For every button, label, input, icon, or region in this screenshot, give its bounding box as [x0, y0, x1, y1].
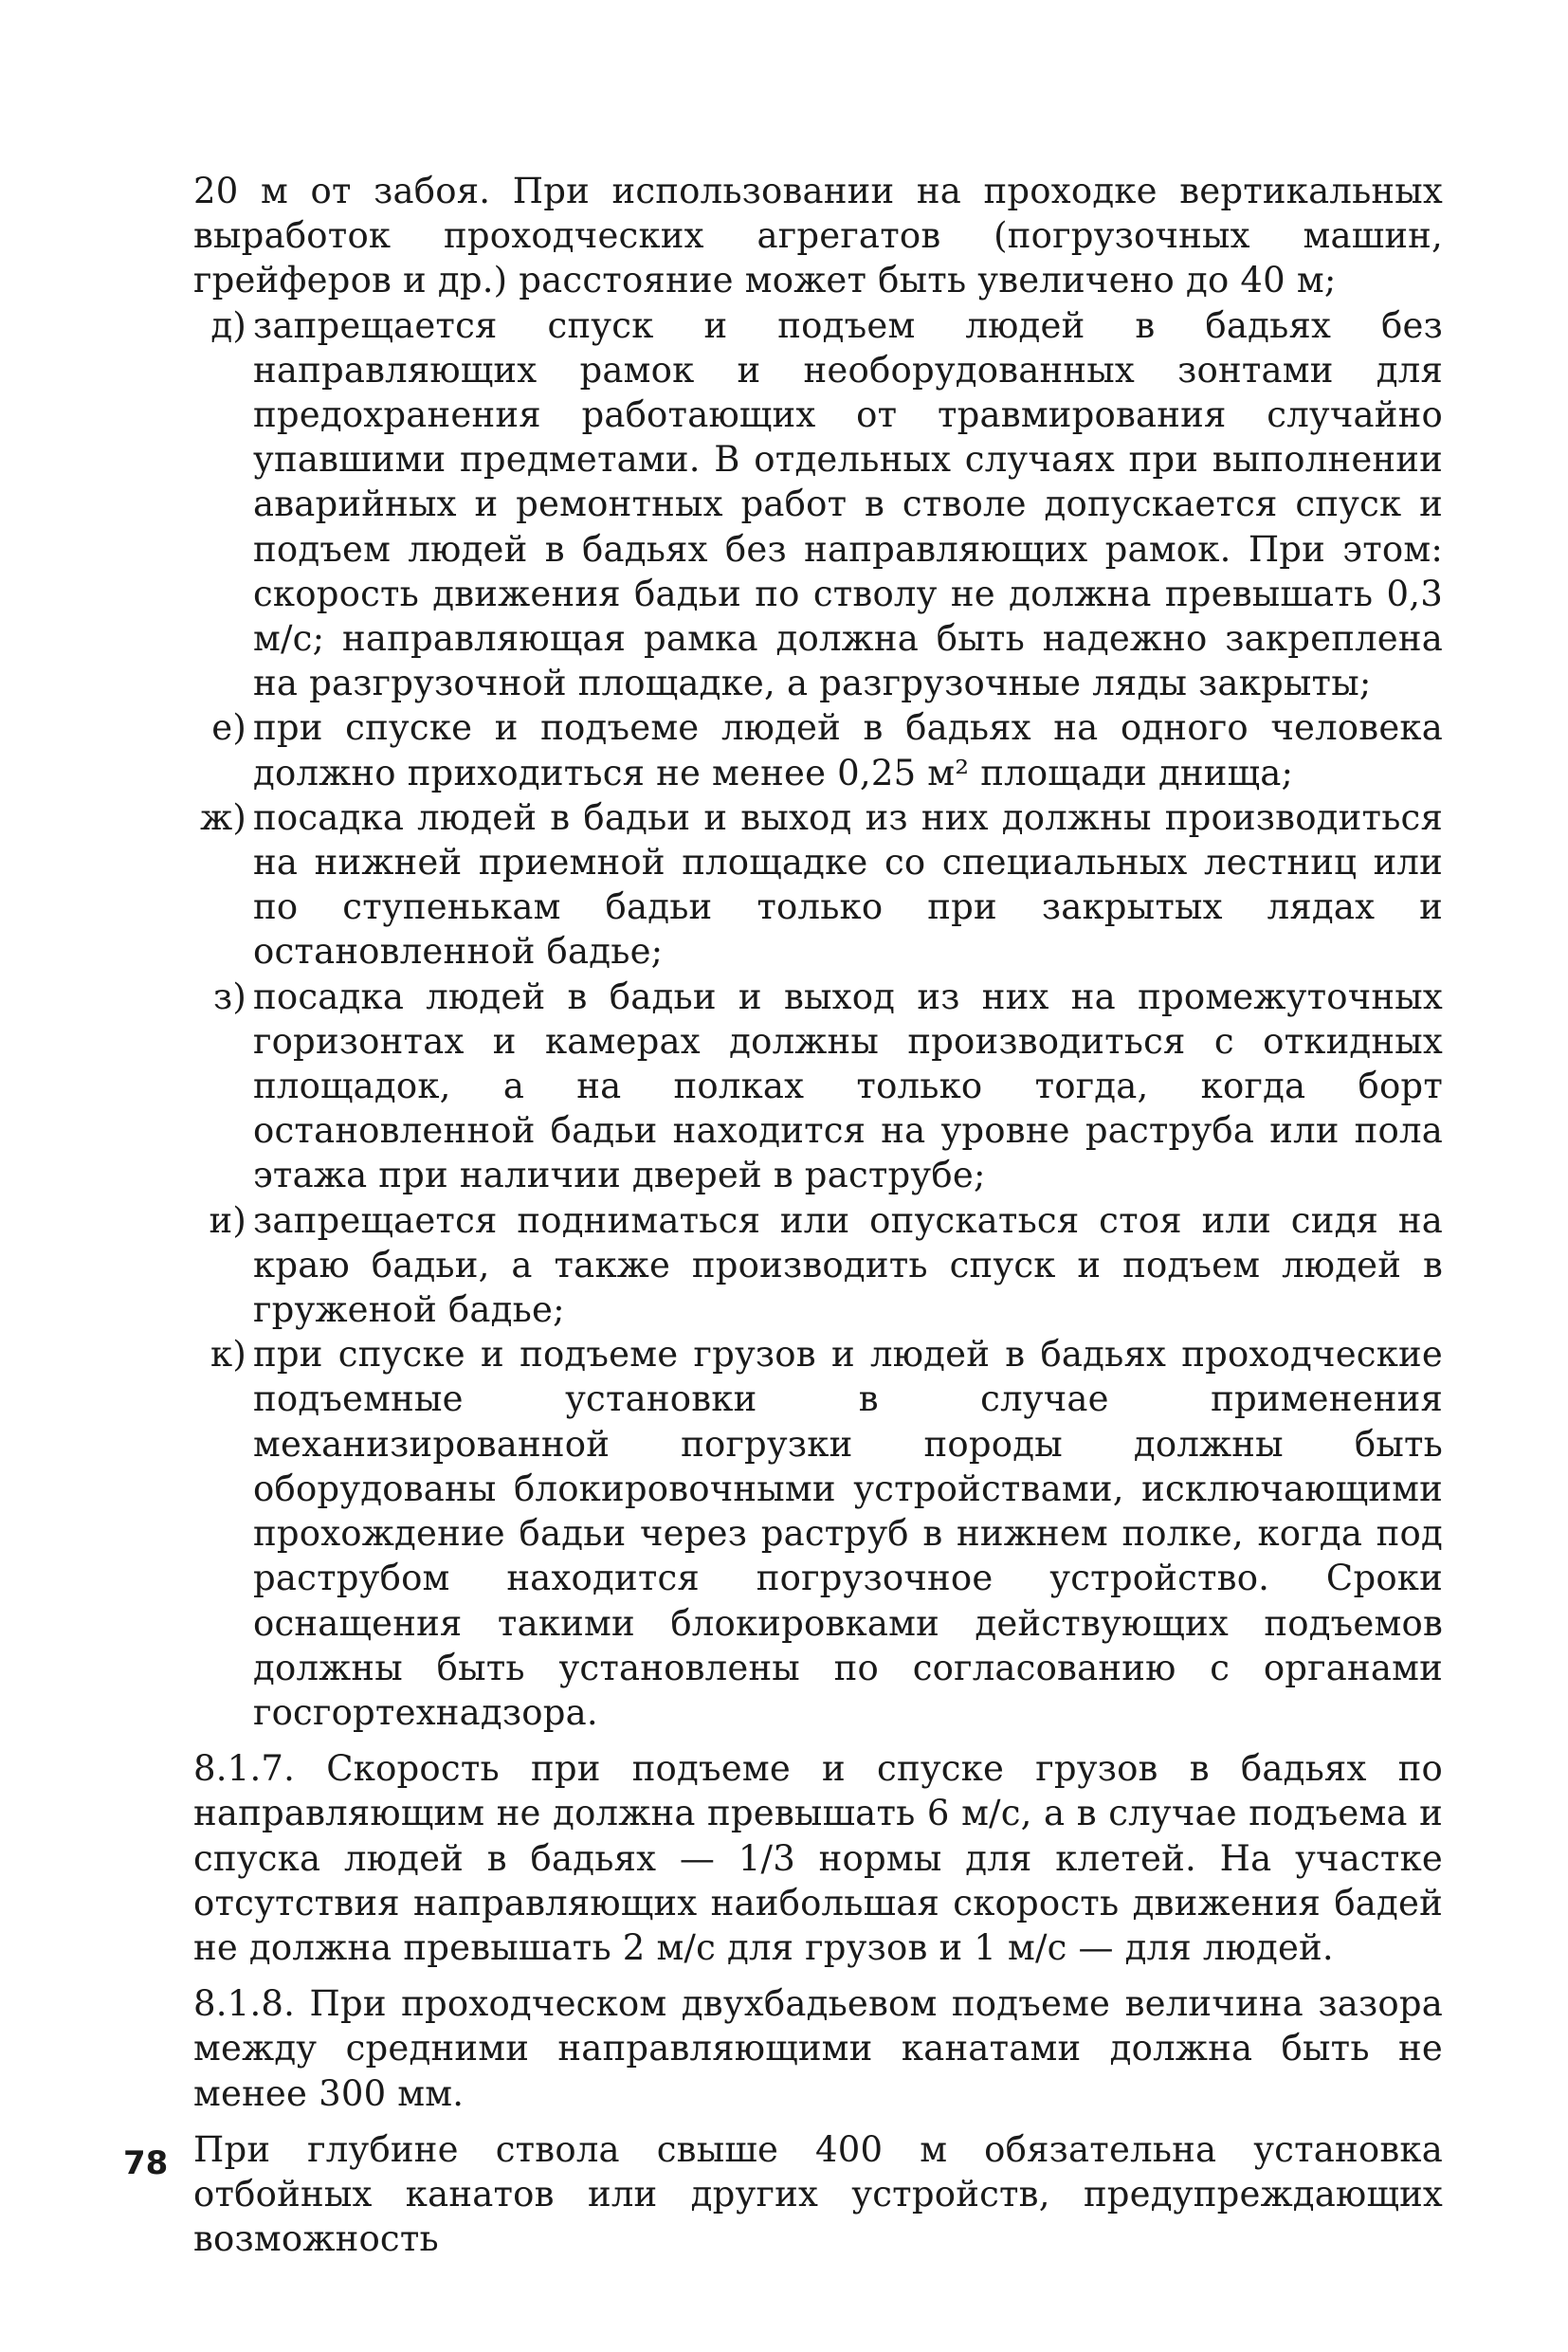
intro-paragraph: 20 м от забоя. При использовании на проходке вертикальных выработок проходческих агрегатов (погрузочных машин, грейферов и др.) расстояние может быть увеличено до 40 м;	[193, 171, 1443, 301]
requirements-list	[193, 303, 1443, 1736]
list-item	[193, 1332, 1443, 1735]
list-item-text: при спуске и подъеме грузов и людей в бадьях проходческие подъемные установки в случае применения механизированной погрузки породы должны быть оборудованы блокировочными устройствами, исключающими прохождение бадьи через раструб в нижнем полке, когда под раструбом находится погрузочное устройство. Сроки оснащения такими блокировками действующих подъемов должны быть установлены по согласованию с органами госгортехнадзора.	[253, 1334, 1443, 1733]
section-8-1-7: 8.1.7. Скорость при подъеме и спуске грузов в бадьях по направляющим не должна превышать 6 м/с, а в случае подъема и спуска людей в бадьях — 1/3 нормы для клетей. На участке отсутствия направляющих наибольшая скорость движения бадей не должна превышать 2 м/с для грузов и 1 м/с — для людей.	[193, 1748, 1443, 1968]
list-item-text: посадка людей в бадьи и выход из них на промежуточных горизонтах и камерах должны производиться с откидных площадок, а на полках только тогда, когда борт остановленной бадьи находится на уровне раструба или пола этажа при наличии дверей в раструбе;	[253, 975, 1443, 1196]
list-item-text: запрещается подниматься или опускаться стоя или сидя на краю бадьи, а также производить спуск и подъем людей в груженой бадье;	[253, 1199, 1443, 1331]
list-marker: з)	[212, 975, 246, 1017]
body-text	[193, 169, 1443, 2261]
list-item	[193, 795, 1443, 975]
final-paragraph: При глубине ствола свыше 400 м обязательна установка отбойных канатов или других устройств, предупреждающих возможность	[193, 2128, 1443, 2260]
list-marker: е)	[211, 707, 246, 749]
list-item	[193, 975, 1443, 1198]
section-8-1-8: 8.1.8. При проходческом двухбадьевом подъеме величина зазора между средними направляющими канатами должна быть не менее 300 мм.	[193, 1983, 1443, 2114]
list-item-text: посадка людей в бадьи и выход из них должны производиться на нижней приемной площадке со специальных лестниц или по ступенькам бадьи только при закрытых лядах и остановленной бадье;	[253, 796, 1443, 973]
list-item	[193, 705, 1443, 794]
list-item	[193, 303, 1443, 706]
list-item-text: запрещается спуск и подъем людей в бадьях без направляющих рамок и необорудованных зонтами для предохранения работающих от травмирования случайно упавшими предметами. В отдельных случаях при выполнении аварийных и ремонтных работ в стволе допускается спуск и подъем людей в бадьях без направляющих рамок. При этом: скорость движения бадьи по стволу не должна превышать 0,3 м/с; направляющая рамка должна быть надежно закреплена на разгрузочной площадке, а разгрузочные ляды закрыты;	[253, 304, 1443, 704]
list-marker: и)	[209, 1199, 246, 1241]
list-marker: ж)	[200, 796, 246, 838]
list-item-text: при спуске и подъеме людей в бадьях на одного человека должно приходиться не менее 0,25 м² площади днища;	[253, 707, 1443, 793]
page-number: 78	[123, 2144, 169, 2182]
list-marker: к)	[210, 1334, 246, 1376]
list-item	[193, 1198, 1443, 1333]
list-marker: д)	[210, 304, 246, 346]
